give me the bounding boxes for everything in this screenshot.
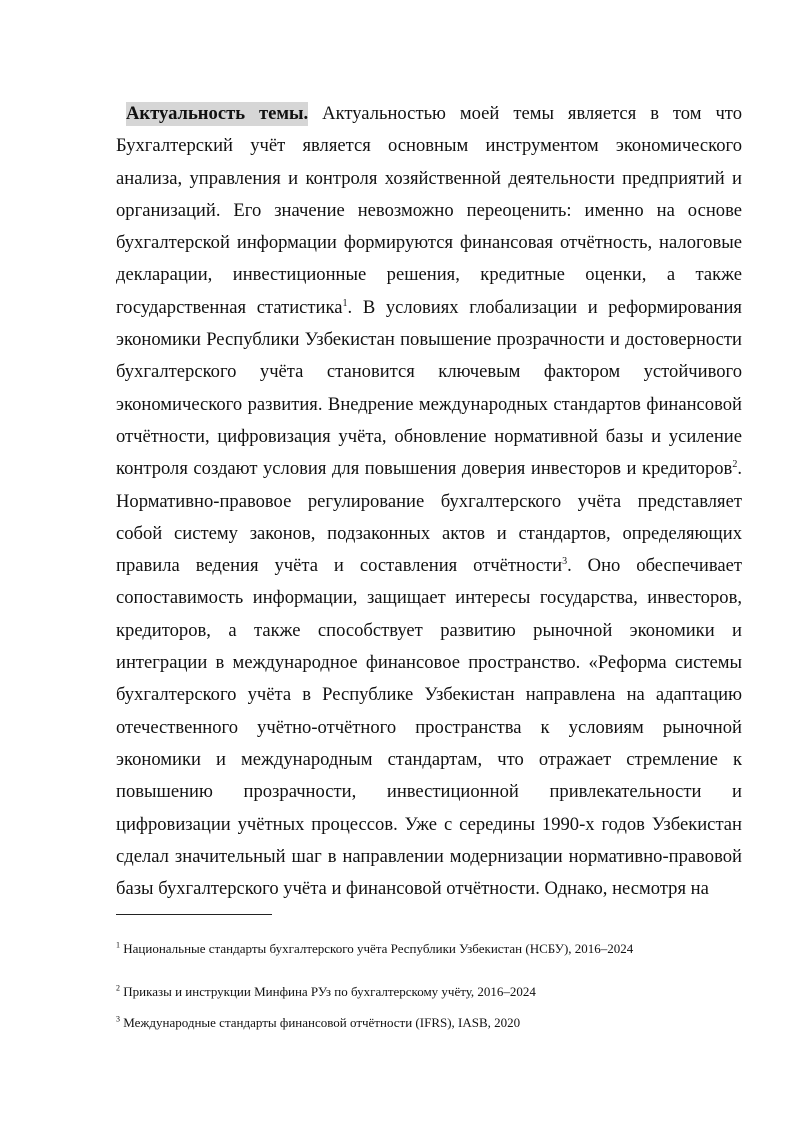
section-heading: Актуальность темы. (126, 103, 309, 124)
footnote-ref-2[interactable]: 2 (732, 459, 738, 471)
footnote-text-2: Приказы и инструкции Минфина РУз по бухгалтерскому учёту, 2016–2024 (120, 984, 536, 999)
footnote-text-3: Международные стандарты финансовой отчётности (IFRS), IASB, 2020 (120, 1015, 521, 1030)
paragraph-text-4: . Оно обеспечивает сопоставимость информации, защищает интересы государства, инвесторов, кредиторов, а также способствует развитию рыночной экономики и интеграции в международное финансовое пространство. «Реформа системы бухгалтерского учёта в Республике Узбекистан направлена на адаптацию отечественного учётно-отчётного пространства к условиям рыночной экономики и международным стандартам, что отражает стремление к повышению прозрачности, инвестиционной привлекательности и цифровизации учётных процессов. Уже с середины 1990-х годов Узбекистан сделал значительный шаг в направлении модернизации нормативно-правовой базы бухгалтерского учёта и финансовой отчётности. Однако, несмотря на (116, 555, 742, 900)
paragraph-text-1: Актуальностью моей темы является в том что Бухгалтерский учёт является основным инструментом экономического анализа, управления и контроля хозяйственной деятельности предприятий и организаций. Его значение невозможно переоценить: именно на основе бухгалтерской информации формируются финансовая отчётность, налоговые декларации, инвестиционные решения, кредитные оценки, а также государственная статистика (116, 103, 742, 318)
footnote-separator (116, 914, 272, 915)
footnote-ref-3[interactable]: 3 (562, 555, 568, 567)
footnote-number-3: 3 (116, 1014, 120, 1024)
main-paragraph (116, 98, 742, 905)
paragraph-text-2: . В условиях глобализации и реформирования экономики Республики Узбекистан повышение прозрачности и достоверности бухгалтерского учёта становится ключевым фактором устойчивого экономического развития. Внедрение международных стандартов финансовой отчётности, цифровизация учёта, обновление нормативной базы и усиление контроля создают условия для повышения доверия инвесторов и кредиторов (116, 296, 742, 480)
footnote-2 (116, 984, 742, 1000)
footnote-1 (116, 941, 742, 957)
footnote-text-1: Национальные стандарты бухгалтерского учёта Республики Узбекистан (НСБУ), 2016–2024 (120, 941, 634, 956)
footnote-ref-1[interactable]: 1 (342, 297, 348, 309)
footnote-number-1: 1 (116, 940, 120, 950)
footnote-number-2: 2 (116, 983, 120, 993)
footnote-3 (116, 1015, 742, 1031)
paragraph-text-3: . Нормативно-правовое регулирование бухгалтерского учёта представляет собой систему законов, подзаконных актов и стандартов, определяющих правила ведения учёта и составления отчётности (116, 458, 742, 577)
